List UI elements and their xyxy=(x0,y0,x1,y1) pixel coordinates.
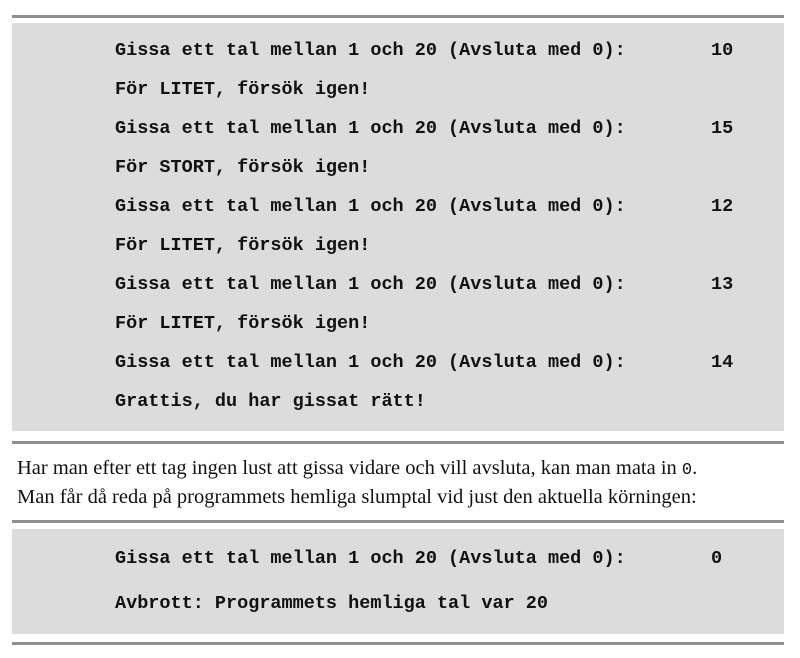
console-line: Grattis, du har gissat rätt! xyxy=(115,391,426,412)
paragraph-period: . xyxy=(692,457,698,479)
console-line: Gissa ett tal mellan 1 och 20 (Avsluta med 0): xyxy=(115,40,626,61)
console-line: Gissa ett tal mellan 1 och 20 (Avsluta med 0): xyxy=(115,196,626,217)
explanation-paragraph xyxy=(17,455,792,511)
separator-rule xyxy=(12,441,784,444)
code-inline: 0 xyxy=(681,461,693,480)
console-output-2 xyxy=(12,529,784,634)
console-output-1 xyxy=(12,23,784,431)
user-input-value: 13 xyxy=(711,274,734,295)
paragraph-line-1 xyxy=(17,455,792,484)
user-input-value: 14 xyxy=(711,352,734,373)
console-line: För LITET, försök igen! xyxy=(115,313,371,334)
user-input-value: 10 xyxy=(711,40,734,61)
console-line: För STORT, försök igen! xyxy=(115,157,371,178)
console-line: Gissa ett tal mellan 1 och 20 (Avsluta med 0): xyxy=(115,548,626,569)
user-input-value: 15 xyxy=(711,118,734,139)
bottom-rule xyxy=(12,642,784,645)
paragraph-text: Har man efter ett tag ingen lust att gissa vidare och vill avsluta, kan man mata in xyxy=(17,457,677,479)
user-input-value: 12 xyxy=(711,196,734,217)
console-line: Gissa ett tal mellan 1 och 20 (Avsluta med 0): xyxy=(115,118,626,139)
console-line: För LITET, försök igen! xyxy=(115,235,371,256)
console-line: Gissa ett tal mellan 1 och 20 (Avsluta med 0): xyxy=(115,274,626,295)
separator-rule xyxy=(12,520,784,523)
console-line: För LITET, försök igen! xyxy=(115,79,371,100)
user-input-value: 0 xyxy=(711,548,723,569)
top-rule xyxy=(12,15,784,18)
console-line: Avbrott: Programmets hemliga tal var 20 xyxy=(115,593,548,614)
console-line: Gissa ett tal mellan 1 och 20 (Avsluta med 0): xyxy=(115,352,626,373)
paragraph-line-2: Man får då reda på programmets hemliga slumptal vid just den aktuella körningen: xyxy=(17,486,697,508)
